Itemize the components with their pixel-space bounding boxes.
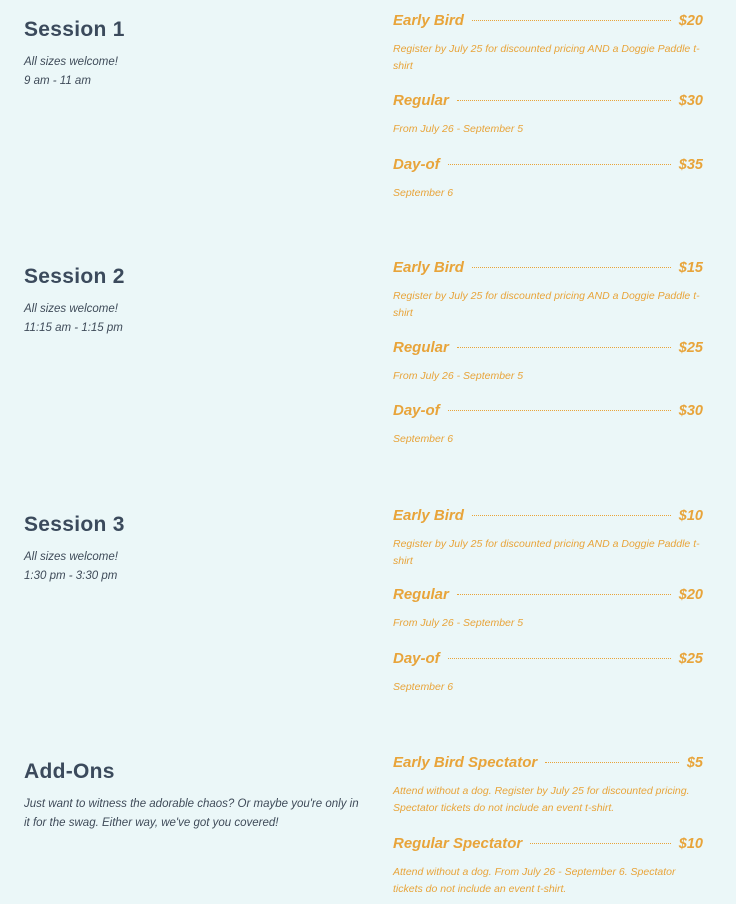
- price-item-note: September 6: [393, 681, 454, 693]
- price-item-price: $10: [678, 508, 703, 524]
- price-item-regular: [393, 339, 703, 385]
- dotted-leader: [448, 164, 671, 165]
- price-item-early-bird: [393, 507, 703, 569]
- dotted-leader: [472, 20, 671, 21]
- price-item-name: Day-of: [393, 156, 440, 173]
- price-item-price: $15: [678, 260, 703, 276]
- session-description: [24, 548, 364, 586]
- price-item-day-of: [393, 650, 703, 696]
- dotted-leader: [472, 515, 671, 516]
- price-item-note: September 6: [393, 433, 454, 445]
- session-title: Session 3: [24, 513, 125, 536]
- price-item-price: $25: [678, 340, 703, 356]
- price-item-note: September 6: [393, 187, 454, 199]
- price-item-price: $20: [678, 587, 703, 603]
- addons-description: Just want to witness the adorable chaos? Or maybe you're only in it for the swag. Either way, we've got you covered!: [24, 798, 359, 829]
- price-item-day-of: [393, 402, 703, 448]
- price-item-price: $30: [678, 403, 703, 419]
- price-item-name: Day-of: [393, 650, 440, 667]
- price-item-price: $35: [678, 157, 703, 173]
- price-item-price: $5: [686, 755, 703, 771]
- session-3-info: [24, 512, 364, 586]
- price-item-note: From July 26 - September 5: [393, 370, 524, 382]
- session-time: 9 am - 11 am: [24, 75, 91, 87]
- dotted-leader: [448, 410, 671, 411]
- price-item-price: $30: [678, 93, 703, 109]
- price-item-name: Regular: [393, 586, 449, 603]
- price-item-name: Early Bird: [393, 507, 464, 524]
- price-item-note: Attend without a dog. Register by July 25 for discounted pricing. Spectator tickets do not include an event t-shirt.: [393, 785, 690, 814]
- session-size-note: All sizes welcome!: [24, 303, 118, 315]
- addons-title: Add-Ons: [24, 760, 115, 783]
- price-item-regular: [393, 92, 703, 138]
- dotted-leader: [448, 658, 671, 659]
- session-size-note: All sizes welcome!: [24, 551, 118, 563]
- dotted-leader: [457, 594, 671, 595]
- price-item-early-bird: [393, 259, 703, 321]
- dotted-leader: [545, 762, 679, 763]
- price-item-name: Day-of: [393, 402, 440, 419]
- dotted-leader: [457, 100, 671, 101]
- price-item-note: From July 26 - September 5: [393, 123, 524, 135]
- dotted-leader: [472, 267, 671, 268]
- price-item-regular: [393, 586, 703, 632]
- price-item-note: Register by July 25 for discounted pricing AND a Doggie Paddle t-shirt: [393, 290, 700, 319]
- price-item-name: Early Bird Spectator: [393, 754, 538, 771]
- price-item-price: $20: [678, 13, 703, 29]
- price-item-early-bird: [393, 12, 703, 74]
- price-item-price: $25: [678, 651, 703, 667]
- price-item-price: $10: [678, 836, 703, 852]
- price-item-note: From July 26 - September 5: [393, 617, 524, 629]
- price-item-early-bird-spectator: [393, 754, 703, 816]
- session-time: 11:15 am - 1:15 pm: [24, 322, 123, 334]
- price-item-name: Early Bird: [393, 259, 464, 276]
- price-item-regular-spectator: [393, 835, 703, 897]
- price-item-name: Regular: [393, 339, 449, 356]
- price-item-name: Regular: [393, 92, 449, 109]
- dotted-leader: [457, 347, 671, 348]
- addons-info: [24, 759, 364, 833]
- session-title: Session 2: [24, 265, 125, 288]
- price-item-name: Regular Spectator: [393, 835, 523, 852]
- session-time: 1:30 pm - 3:30 pm: [24, 570, 118, 582]
- session-1-info: [24, 17, 364, 91]
- session-title: Session 1: [24, 18, 125, 41]
- session-description: [24, 300, 364, 338]
- price-item-note: Register by July 25 for discounted pricing AND a Doggie Paddle t-shirt: [393, 538, 700, 567]
- price-item-note: Register by July 25 for discounted pricing AND a Doggie Paddle t-shirt: [393, 43, 700, 72]
- session-2-info: [24, 264, 364, 338]
- session-description: [24, 53, 364, 91]
- price-item-name: Early Bird: [393, 12, 464, 29]
- price-item-note: Attend without a dog. From July 26 - September 6. Spectator tickets do not include an event t-shirt.: [393, 866, 676, 895]
- price-item-day-of: [393, 156, 703, 202]
- dotted-leader: [530, 843, 671, 844]
- session-size-note: All sizes welcome!: [24, 56, 118, 68]
